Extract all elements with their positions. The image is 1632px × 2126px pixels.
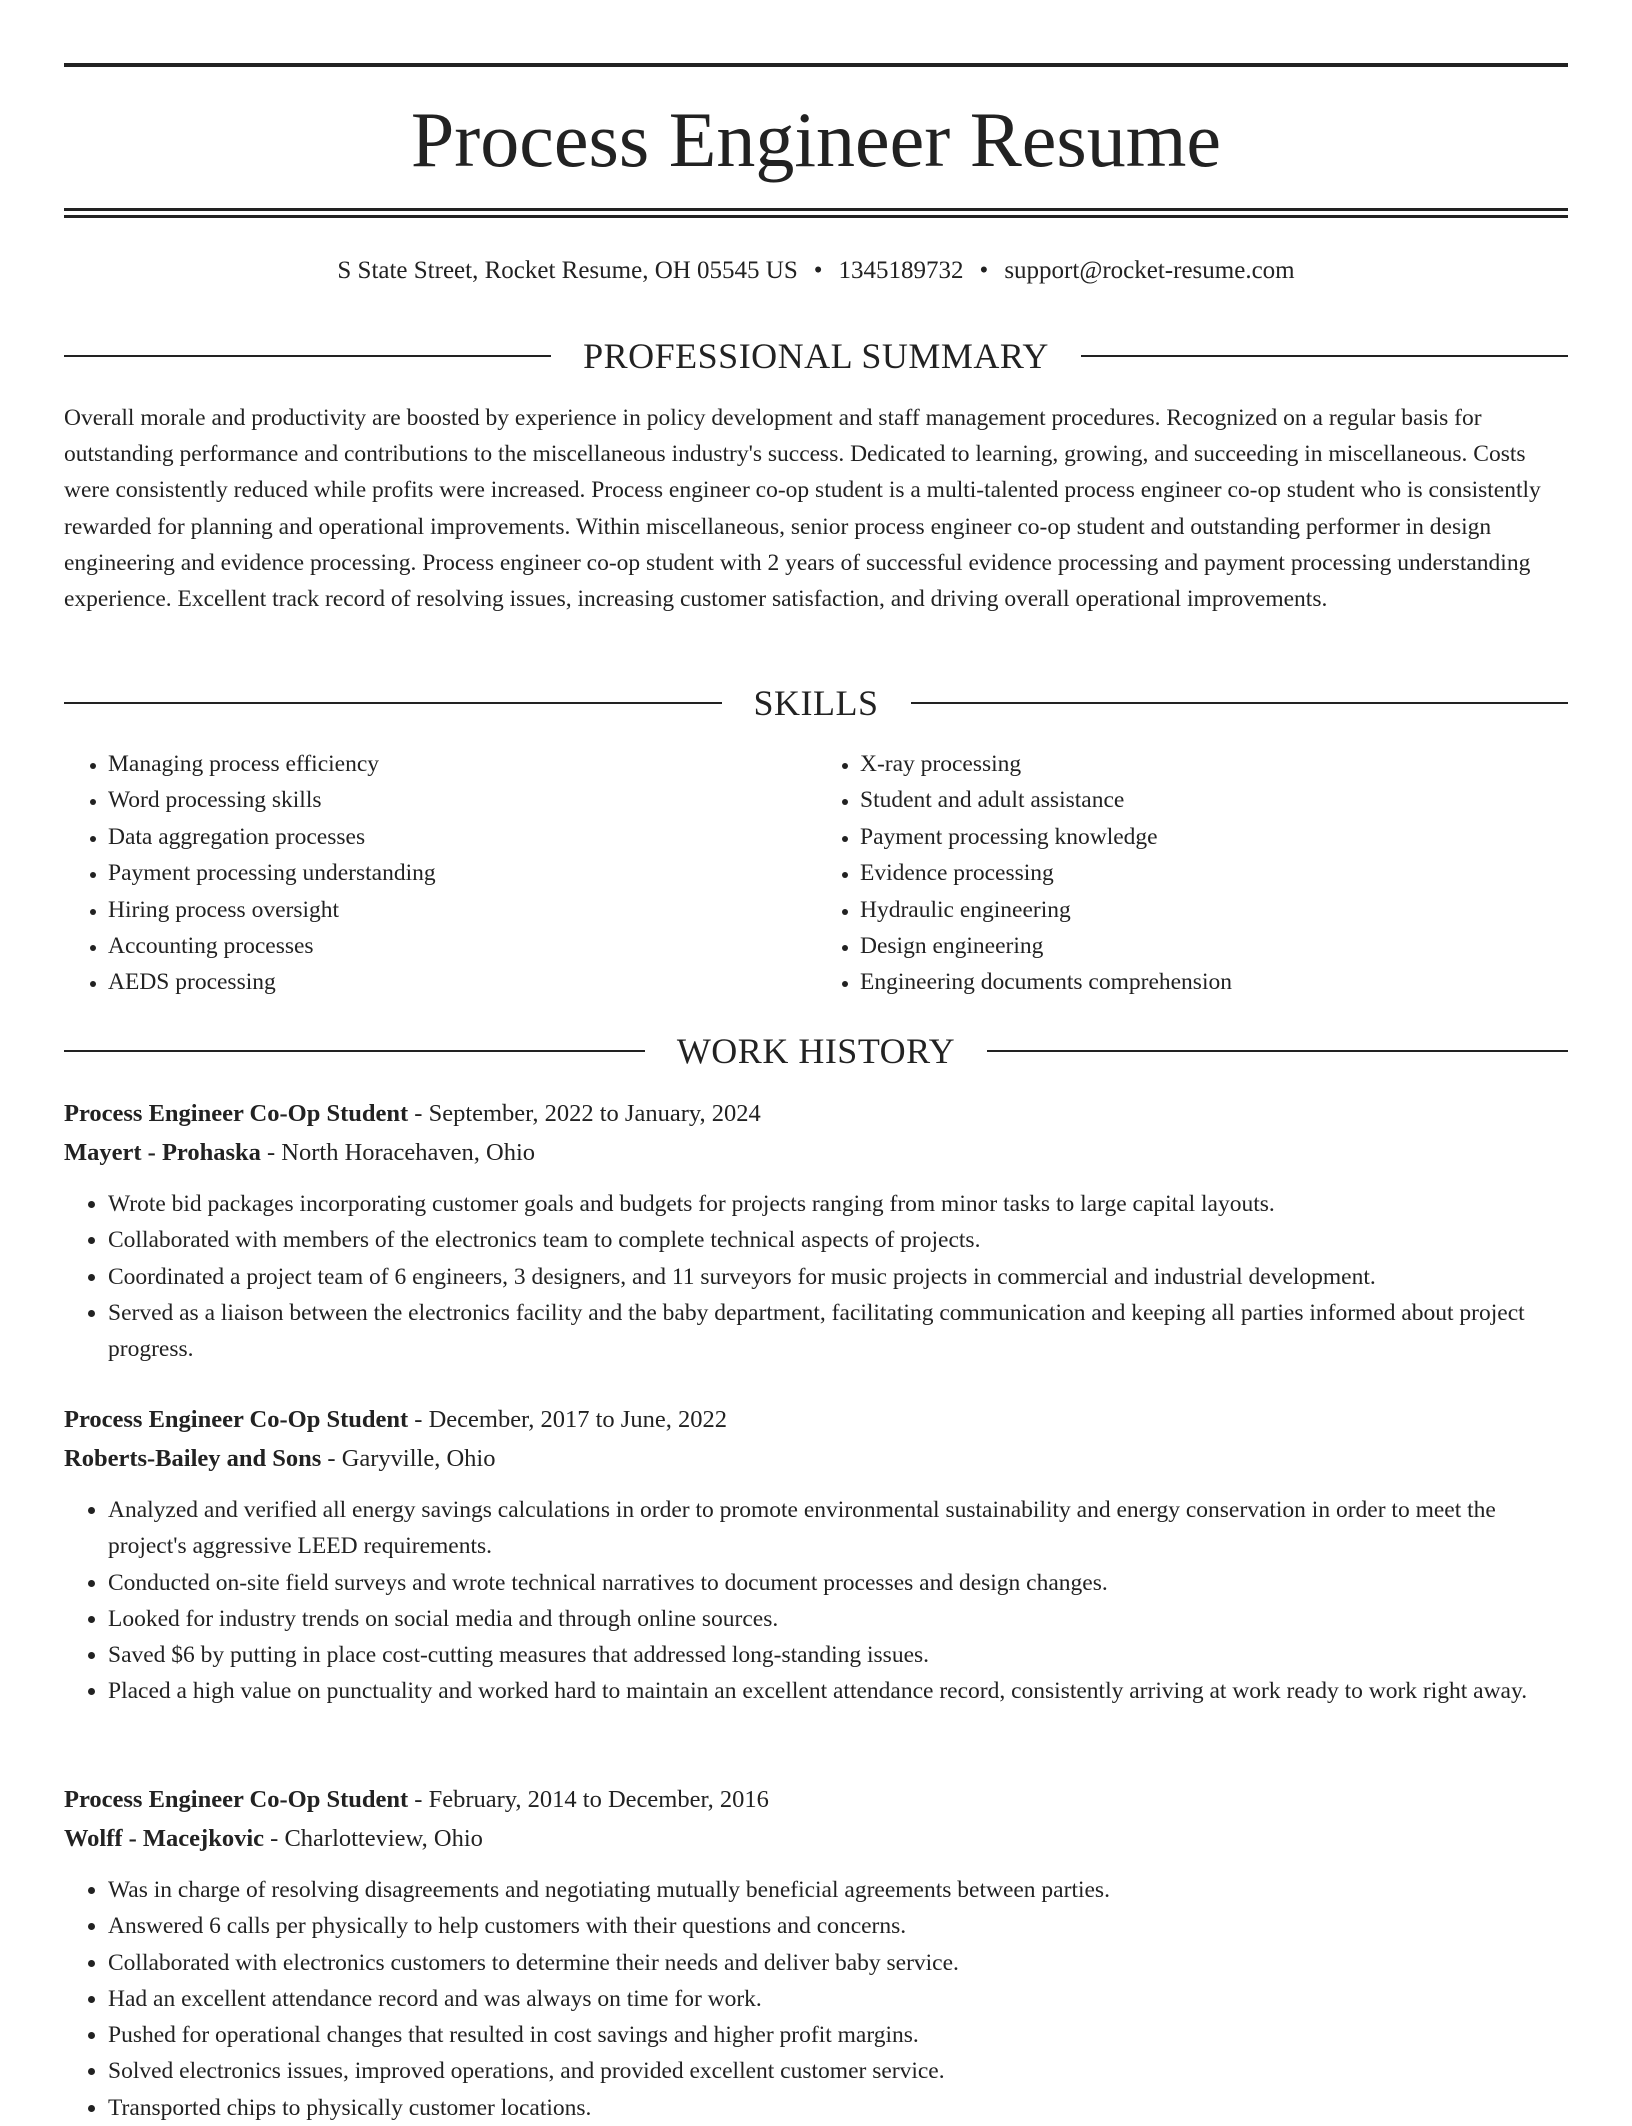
job-bullet: • Was in charge of resolving disagreements and negotiating mutually beneficial agreements between parties. xyxy=(108,1872,1568,1908)
job-company-line xyxy=(64,1134,1568,1173)
skill-item: • Data aggregation processes xyxy=(108,819,816,855)
job-bullet: • Looked for industry trends on social media and through online sources. xyxy=(108,1601,1568,1637)
skill-item: • Payment processing understanding xyxy=(108,855,816,891)
job-company: Roberts-Bailey and Sons xyxy=(64,1444,322,1472)
job-bullet: • Pushed for operational changes that resulted in cost savings and higher profit margins. xyxy=(108,2017,1568,2053)
skill-item: • Payment processing knowledge xyxy=(860,819,1568,855)
job-bullet: • Saved $6 by putting in place cost-cutting measures that addressed long-standing issues. xyxy=(108,1637,1568,1673)
job-entry xyxy=(64,1781,1568,2126)
skills-heading xyxy=(64,681,1568,725)
job-title: Process Engineer Co-Op Student xyxy=(64,1786,409,1813)
job-dates: - February, 2014 to December, 2016 xyxy=(408,1786,769,1813)
skill-item: • AEDS processing xyxy=(108,964,816,1000)
job-bullets xyxy=(64,1872,1568,2126)
title-double-rule-lower xyxy=(64,215,1568,218)
contact-separator: • xyxy=(979,257,989,284)
heading-rule-right xyxy=(987,1050,1568,1052)
skill-item: • Evidence processing xyxy=(860,855,1568,891)
skill-item: • Hydraulic engineering xyxy=(860,892,1568,928)
summary-heading xyxy=(64,334,1568,378)
skill-item: • Design engineering xyxy=(860,928,1568,964)
job-company-line xyxy=(64,1440,1568,1479)
summary-heading-label: PROFESSIONAL SUMMARY xyxy=(583,336,1049,376)
contact-phone: 1345189732 xyxy=(838,257,964,284)
job-title-line xyxy=(64,1781,1568,1820)
job-dates: - December, 2017 to June, 2022 xyxy=(408,1406,727,1433)
top-rule xyxy=(64,63,1568,67)
job-bullet: • Collaborated with electronics customers to determine their needs and deliver baby service. xyxy=(108,1945,1568,1981)
skill-item: • Word processing skills xyxy=(108,782,816,818)
skill-item: • X-ray processing xyxy=(860,746,1568,782)
contact-email: support@rocket-resume.com xyxy=(1004,257,1295,284)
skills-list xyxy=(64,746,1568,1001)
job-title: Process Engineer Co-Op Student xyxy=(64,1100,409,1127)
heading-rule-right xyxy=(1081,355,1568,357)
job-bullet: • Placed a high value on punctuality and worked hard to maintain an excellent attendance record, consistently arriving at work ready to work right away. xyxy=(108,1673,1568,1709)
skill-item: • Student and adult assistance xyxy=(860,782,1568,818)
job-title-line xyxy=(64,1401,1568,1440)
job-bullet: • Solved electronics issues, improved operations, and provided excellent customer service. xyxy=(108,2053,1568,2089)
job-entry xyxy=(64,1095,1568,1367)
job-bullet: • Answered 6 calls per physically to help customers with their questions and concerns. xyxy=(108,1908,1568,1944)
job-location: - Garyville, Ohio xyxy=(321,1444,496,1472)
skill-item: • Managing process efficiency xyxy=(108,746,816,782)
contact-separator: • xyxy=(813,257,823,284)
job-bullet: • Analyzed and verified all energy savings calculations in order to promote environmental sustainability and energy conservation in order to meet the project's aggressive LEED requirements. xyxy=(108,1492,1568,1565)
heading-rule-left xyxy=(64,355,551,357)
job-bullets xyxy=(64,1492,1568,1710)
resume-title: Process Engineer Resume xyxy=(410,96,1222,183)
job-bullet: • Wrote bid packages incorporating customer goals and budgets for projects ranging from minor tasks to large capital layouts. xyxy=(108,1186,1568,1222)
job-company: Mayert - Prohaska xyxy=(64,1138,261,1166)
skills-column-left xyxy=(64,746,816,1001)
job-location: - Charlotteview, Ohio xyxy=(264,1824,483,1852)
job-title-line xyxy=(64,1095,1568,1134)
job-bullet: • Had an excellent attendance record and was always on time for work. xyxy=(108,1981,1568,2017)
job-company-line xyxy=(64,1820,1568,1859)
job-bullet: • Collaborated with members of the electronics team to complete technical aspects of projects. xyxy=(108,1222,1568,1258)
heading-rule-right xyxy=(911,702,1569,704)
job-bullets xyxy=(64,1186,1568,1367)
job-dates: - September, 2022 to January, 2024 xyxy=(408,1100,761,1127)
skills-column-right xyxy=(816,746,1568,1001)
skill-item: • Accounting processes xyxy=(108,928,816,964)
job-entry xyxy=(64,1401,1568,1710)
work-history-heading xyxy=(64,1029,1568,1073)
job-bullet: • Transported chips to physically customer locations. xyxy=(108,2090,1568,2126)
job-location: - North Horacehaven, Ohio xyxy=(260,1138,536,1166)
skill-item: • Hiring process oversight xyxy=(108,892,816,928)
job-bullet: • Served as a liaison between the electronics facility and the baby department, facilitating communication and keeping all parties informed about project progress. xyxy=(108,1295,1568,1368)
job-bullet: • Coordinated a project team of 6 engineers, 3 designers, and 11 surveyors for music projects in commercial and industrial development. xyxy=(108,1259,1568,1295)
title-double-rule-upper xyxy=(64,208,1568,211)
job-company: Wolff - Macejkovic xyxy=(64,1824,265,1852)
contact-address: S State Street, Rocket Resume, OH 05545 US xyxy=(337,257,798,284)
contact-line xyxy=(64,254,1568,288)
professional-summary-text: Overall morale and productivity are boosted by experience in policy development and staff management procedures. Recognized on a regular basis for outstanding performance and contributions to the miscellaneous industry's success. Dedicated to learning, growing, and succeeding in miscellaneous. Costs were consistently reduced while profits were increased. Process engineer co-op student is a multi-talented process engineer co-op student who is consistently rewarded for planning and operational improvements. Within miscellaneous, senior process engineer co-op student and outstanding performer in design engineering and evidence processing. Process engineer co-op student with 2 years of successful evidence processing and payment processing understanding experience. Excellent track record of resolving issues, increasing customer satisfaction, and driving overall operational improvements. xyxy=(64,405,1541,613)
skills-heading-label: SKILLS xyxy=(753,683,879,723)
heading-rule-left xyxy=(64,1050,645,1052)
work-history-heading-label: WORK HISTORY xyxy=(676,1031,956,1071)
job-bullet: • Conducted on-site field surveys and wrote technical narratives to document processes and design changes. xyxy=(108,1565,1568,1601)
skill-item: • Engineering documents comprehension xyxy=(860,964,1568,1000)
job-title: Process Engineer Co-Op Student xyxy=(64,1406,409,1433)
heading-rule-left xyxy=(64,702,722,704)
